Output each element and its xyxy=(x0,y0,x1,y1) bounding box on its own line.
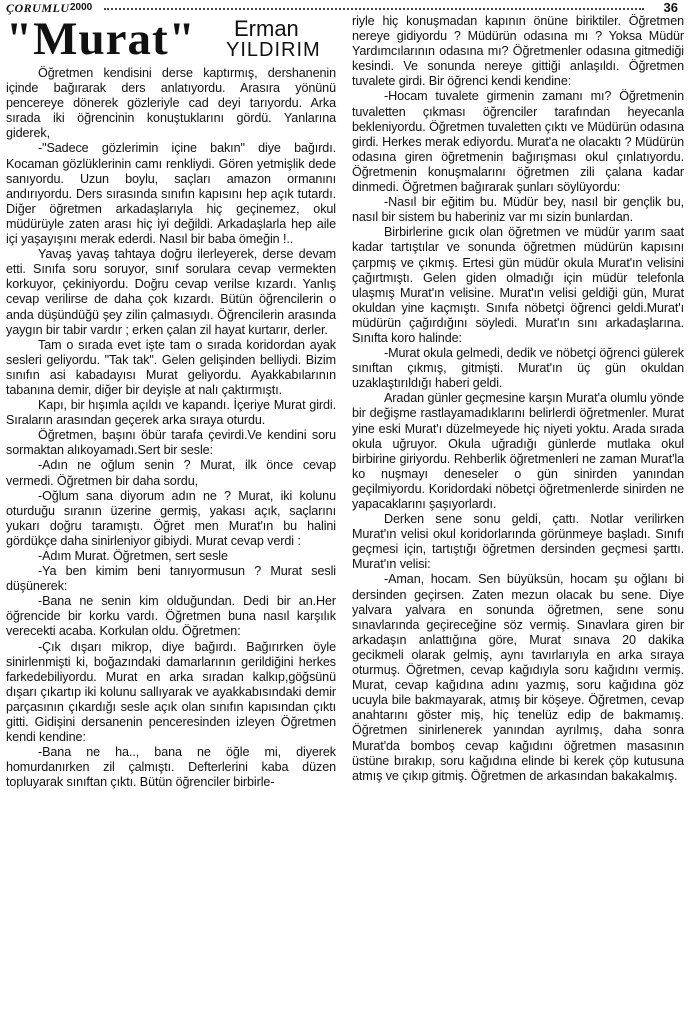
paragraph: -Nasıl bir eğitim bu. Müdür bey, nasıl bir gençlik bu, nasıl bir sistem bu haberiniz var mı sizin bunlardan. xyxy=(352,195,684,225)
paragraph: -"Sadece gözlerimin içine bakın" diye bağırdı. Kocaman gözlüklerinin camı renkliydi. Gören yetmişlik dede sanıyordu. Uzun boylu, saçları amazon ormanını andırıyordu. Ders sırasında sınıfın kapısını hep açık tutardı. Diğer öğretmen arkadaşlarıyla hiç geçinemez, okul müdürüyle zaten arası hiç iyi değildi. Arkadaşlarla hep aile içi yaşayışını merak ederdi. Nasıl bir baba ömeğin !.. xyxy=(6,141,336,247)
paragraph: -Oğlum sana diyorum adın ne ? Murat, iki kolunu oturduğu sıranın üzerine germiş, yakası açık, saçlarını yukarı doğru taramıştı. Öğret men Murat'ın bu halini gördükçe daha sinirleniyor gibiydi. Murat cevap verdi : xyxy=(6,488,336,548)
paragraph: -Adım Murat. Öğretmen, sert sesle xyxy=(38,549,228,563)
paragraph: -Ya ben kimim beni tanıyormusun ? Murat sesli düşünerek: xyxy=(6,564,336,594)
text-column-right xyxy=(352,14,684,784)
paragraph: Yavaş yavaş tahtaya doğru ilerleyerek, derse devam etti. Sınıfa soru soruyor, sınıf sorulara cevap vermekten korkuyor, çekiniyordu. Doğru cevap verilse kızardı. Yanlış cevap verilirse de daha çok kızardı. Bütün öğrencilerin o anda düşündüğü şey zilin çalmasıydı. Öğrencilerin arasında yaygın bir tabir vardır ; erken çalan zil hayat kurtarır, derler. xyxy=(6,247,336,337)
paragraph: -Adın ne oğlum senin ? Murat, ilk önce cevap vermedi. Öğretmen bir daha sordu, xyxy=(6,458,336,488)
article-title: "Murat" xyxy=(6,13,196,65)
header-rule xyxy=(104,8,644,10)
paragraph: -Murat okula gelmedi, dedik ve nöbetçi öğrenci gülerek sınıftan çıkmış, gitmişti. Murat'ın üç gün okuldan uzaklaştırıldığı haberi geldi. xyxy=(352,346,684,391)
author-last-name: YILDIRIM xyxy=(226,39,321,61)
paragraph: -Bana ne senin kim olduğundan. Dedi bir an.Her öğrencide bir korku vardı. Öğretmen buna nasıl karşılık verecekti acaba. Korkulan oldu. Öğretmen: xyxy=(6,594,336,639)
paragraph: Derken sene sonu geldi, çattı. Notlar verilirken Murat'ın velisi okul koridorlarında görünmeye başladı. Sınıfı geçmesi için, tartıştığı öğretmen dersinden geçmesi şarttı. Murat'ın velisi: xyxy=(352,512,684,572)
paragraph: -Bana ne ha.., bana ne öğle mi, diyerek homurdanırken zil çalmıştı. Defterlerini kaba düzen topluyarak sınıftan çıktı. Bütün öğrenciler birbirle- xyxy=(6,745,336,790)
paragraph: -Çık dışarı mikrop, diye bağırdı. Bağırırken öyle sinirlenmişti ki, boğazındaki damarlarının gerildiğini herkes farkedebiliyordu. Murat en arka sıradan kalkıp,göğsünü dışarı çıkartıp iki kolunu sallıyarak ve ayakkabısındaki demir parçasının çıkardığı sesle açık olan sınıfın kapısından çıktı gitti. Gidişini dersanenin penceresinden izleyen Öğretmen kendi kendine: xyxy=(6,639,336,745)
paragraph: Aradan günler geçmesine karşın Murat'a olumlu yönde bir değişme rastlayamadıklarını belirlerdi öğretmenler. Murat yine eski Murat'ı düzelmeyede hiç niyeti yoktu. Arada sırada okula uğruyor. Okula uğradığı günlerde mutlaka okul birbirine giriyordu. Rehberlik öğretmenleri ne zaman Murat'la ko nuşmayı deneseler o gün sinirden yanından geçilmiyordu. Koridordaki nöbetçi öğretmenlerde sinirden ne yapacaklarını şaşıyorlardı. xyxy=(352,391,684,511)
paragraph: Birbirlerine gıcık olan öğretmen ve müdür yarım saat kadar tartıştılar ve sonunda öğretmen müdürün kapısını çarpmış ve çıkmış. Ertesi gün müdür okula Murat'ın velisini çağırtmıştı. Gelen giden olmadığı için müdür telefonla ulaşmış Murat'ın velisine. Murat'ın velisi geldiği gün, Murat okuldan yine kaçmıştı. Sınıfa nöbetçi öğrenci geldi.Murat'ı müdürün çağırdığını söyledi. Murat'ın sını arkadaşlarına. Sınıfta koro halinde: xyxy=(352,225,684,345)
paragraph: Öğretmen, başını öbür tarafa çevirdi.Ve kendini soru sormaktan alıkoyamadı.Sert bir sesle: xyxy=(6,428,336,458)
paragraph: -Aman, hocam. Sen büyüksün, hocam şu oğlanı bi dersinden geçirsen. Zaten mezun olacak bu sene. Diye yalvara yalvara en sonunda öğretmen, sene sonu sınavlarında geçireceğine söz vermiş. Sınavlara giren bir arkadaşın anlattığına göre, Murat sınava 20 dakika gecikmeli olarak gelmiş, aynı tavırlarıyla en arka sıraya oturmuş. Öğretmen, cevap kağıdıyla soru kağıdını vermiş. Murat, cevap kağıdına adını yazmış, soru kağıdına göz ucuyla bile bakmayarak, atmış bir köşeye. Öğretmen, cevap anahtarını göster miş, hiç tenelüz edip de bakmamış. Öğretmen sinirlenerek yanından ayrılmış, daha sonra Murat'da bomboş cevap kağıdını öğretmen masasının üstüne bırakıp, soru kağıdına elinde bi kerek çöp kutusuna atmış ve çıkıp gitmiş. Öğretmen de arkasından bakakalmış. xyxy=(352,572,684,783)
paragraph: -Hocam tuvalete girmenin zamanı mı? Öğretmenin tuvaletten çıkması öğrenciler tarafından heyecanla bekleniyordu. Öğretmen tuvaletten çıktı ve Müdürün odasına girdi. Herkes merak ediyordu. Murat'a ne olacaktı ? Müdürün odasına giren öğretmenin bağırışması okul çınlatıyordu. Öğretmenin konuşmalarını öğretmen zili çalana kadar dinmedi. Öğretmen bağırarak şunları söylüyordu: xyxy=(352,89,684,195)
paragraph: Kapı, bir hışımla açıldı ve kapandı. İçeriye Murat girdi. Sıraların arasından geçerek arka sıraya oturdu. xyxy=(6,398,336,428)
page-number: 36 xyxy=(663,0,678,15)
issue-year: 2000 xyxy=(70,2,93,13)
text-column-left xyxy=(6,66,336,791)
author-first-name: Erman xyxy=(234,16,299,41)
publication-logo: ÇORUMLU xyxy=(6,1,70,15)
paragraph: riyle hiç konuşmadan kapının önüne biriktiler. Öğretmen nereye gidiyordu ? Müdürün odasına mı ? Yoksa Müdür Yardımcılarının odasına mı? Öğretmenler odasına gitmediği kesindi. Ve sonunda nereye gittiği anlaşıldı. Öğretmen tuvalete girdi. Bir öğrenci kendi kendine: xyxy=(352,14,684,89)
article-author xyxy=(226,18,344,60)
paragraph: Öğretmen kendisini derse kaptırmış, dershanenin içinde bağırarak ders anlatıyordu. Arasıra yönünü pencereye dönerek gözleriyle cad deyi tarıyordu. Arka sırada iki öğrencinin konuştuklarını gördü. Yanlarına giderek, xyxy=(6,66,336,141)
paragraph: Tam o sırada evet işte tam o sırada koridordan ayak sesleri geliyordu. "Tak tak". Gelen gelişinden belliydi. Bizim sınıfın asi kabadayısı Murat geliyordu. Ayakkabılarının tabanına demir, diğer bir deyişle at nalı çaktırmıştı. xyxy=(6,337,336,397)
